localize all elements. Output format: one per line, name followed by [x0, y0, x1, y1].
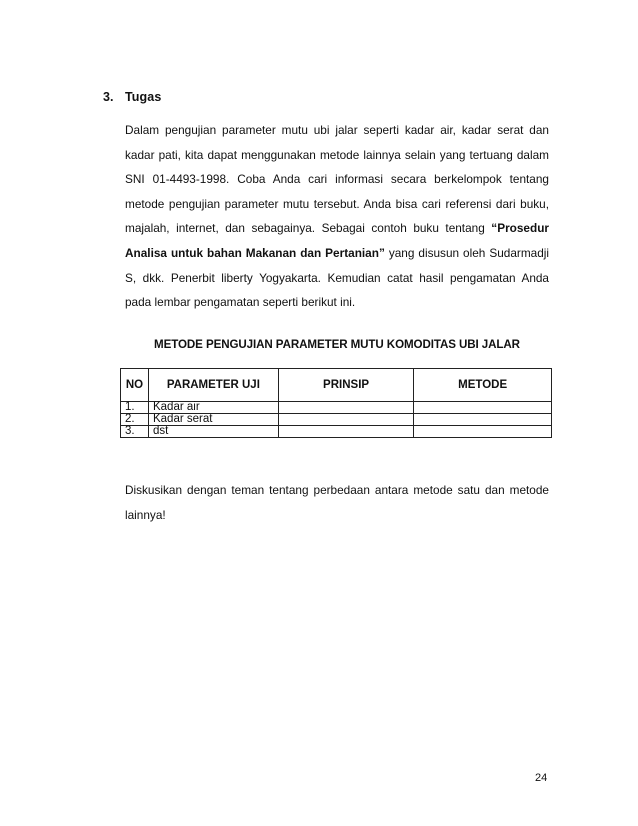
book-title: “Prosedur Analisa untuk bahan Makanan dan Pertanian” [125, 221, 549, 260]
row-no: 3. [121, 426, 149, 438]
table-header-row [121, 369, 552, 402]
row-no: 2. [121, 414, 149, 426]
row-prinsip [278, 414, 414, 426]
header-parameter: PARAMETER UJI [148, 369, 278, 402]
task-paragraph [125, 118, 549, 315]
discussion-paragraph: Diskusikan dengan teman tentang perbedaan antara metode satu dan metode lainnya! [125, 483, 549, 522]
header-no: NO [121, 369, 149, 402]
task-text-after: yang disusun oleh Sudarmadji S, dkk. Penerbit liberty Yogyakarta. Kemudian catat hasil pengamatan Anda pada lembar pengamatan seperti berikut ini. [125, 245, 550, 310]
section-title: Tugas [125, 90, 162, 104]
row-prinsip [278, 426, 414, 438]
table-row [121, 426, 552, 438]
row-metode [414, 402, 552, 414]
table-title: METODE PENGUJIAN PARAMETER MUTU KOMODITAS UBI JALAR [154, 338, 520, 351]
header-metode: METODE [414, 369, 552, 402]
row-parameter: Kadar serat [148, 414, 278, 426]
header-prinsip: PRINSIP [278, 369, 414, 402]
row-no: 1. [121, 402, 149, 414]
observation-table [120, 368, 552, 438]
section-number: 3. [103, 90, 114, 104]
section-heading [103, 90, 161, 104]
row-prinsip [278, 402, 414, 414]
row-metode [414, 426, 552, 438]
row-metode [414, 414, 552, 426]
task-text-before: Dalam pengujian parameter mutu ubi jalar seperti kadar air, kadar serat dan kadar pati, kita dapat menggunakan metode lainnya selain yang tertuang dalam SNI 01-4493-1998. Coba Anda cari informasi secara berkelompok tentang metode pengujian parameter mutu tersebut. Anda bisa cari referensi dari buku, majalah, internet, dan sebagainya. Sebagai contoh buku tentang [125, 123, 549, 236]
row-parameter: Kadar air [148, 402, 278, 414]
page-number: 24 [535, 772, 548, 784]
table-row [121, 414, 552, 426]
row-parameter: dst [148, 426, 278, 438]
table-row [121, 402, 552, 414]
